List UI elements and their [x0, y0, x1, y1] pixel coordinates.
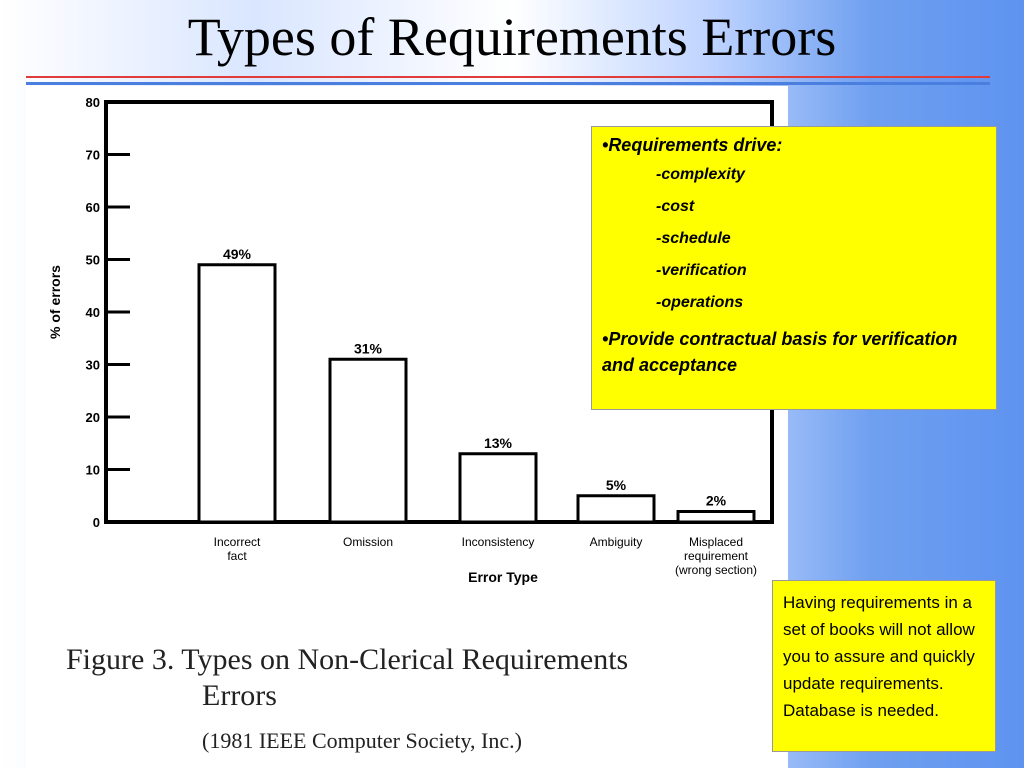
bar	[578, 496, 654, 522]
callout-item: -cost	[656, 198, 695, 215]
title-rule-blue	[26, 82, 990, 85]
figure-caption	[66, 642, 786, 714]
y-tick-label: 60	[85, 200, 100, 215]
y-tick-label: 20	[85, 410, 100, 425]
x-tick-label: Omission	[342, 535, 394, 549]
callout-footer: •Provide contractual basis for verification and acceptance	[602, 329, 958, 375]
callout-item: -schedule	[656, 230, 731, 247]
bar	[199, 265, 275, 522]
requirements-callout	[591, 126, 997, 410]
slide-title: Types of Requirements Errors	[187, 7, 837, 67]
bar	[678, 512, 754, 523]
bar-data-label: 13%	[483, 434, 513, 451]
figure-caption-line2: Errors	[202, 679, 277, 712]
x-axis-label: Error Type	[468, 569, 538, 585]
title-rule-red	[26, 76, 990, 78]
bar	[330, 359, 406, 522]
callout-item-text: schedule	[661, 230, 731, 247]
x-tick-label: Incorrect fact	[213, 535, 261, 563]
callout-item: -complexity	[656, 166, 745, 183]
y-tick-label: 50	[85, 252, 100, 268]
bar-data-label: 2%	[705, 492, 727, 509]
callout-item-text: operations	[661, 294, 744, 311]
callout-heading-text: Requirements drive:	[608, 135, 783, 155]
y-tick-label: 70	[85, 147, 100, 163]
callout-item-text: verification	[661, 262, 747, 279]
y-tick-label: 0	[92, 515, 100, 530]
callout-item-text: complexity	[661, 166, 745, 183]
callout-footer-text: Provide contractual basis for verification and acceptance	[602, 329, 958, 375]
callout-item-text: cost	[661, 198, 695, 215]
x-tick-label: Ambiguity	[589, 535, 643, 549]
bar-data-label: 5%	[605, 476, 627, 493]
x-tick-label: Inconsistency	[461, 535, 535, 549]
y-tick-label: 10	[85, 462, 100, 478]
callout-item: -operations	[656, 294, 744, 311]
bar-data-label: 31%	[353, 340, 383, 357]
database-note: Having requirements in a set of books will not allow you to assure and quickly update requirements. Database is needed.	[772, 580, 996, 752]
x-tick-label: Misplaced requirement (wrong section)	[674, 535, 758, 577]
bar	[460, 454, 536, 522]
callout-item: -verification	[656, 262, 747, 279]
y-tick-label: 30	[85, 357, 100, 373]
y-axis-label: % of errors	[47, 265, 63, 339]
bar-data-label: 49%	[222, 245, 252, 262]
callout-heading: •Requirements drive:	[602, 135, 783, 155]
figure-source: (1981 IEEE Computer Society, Inc.)	[202, 728, 522, 753]
figure-caption-line1: Figure 3. Types on Non-Clerical Requirements	[66, 643, 629, 676]
y-tick-label: 80	[85, 95, 100, 110]
y-tick-label: 40	[85, 305, 100, 320]
